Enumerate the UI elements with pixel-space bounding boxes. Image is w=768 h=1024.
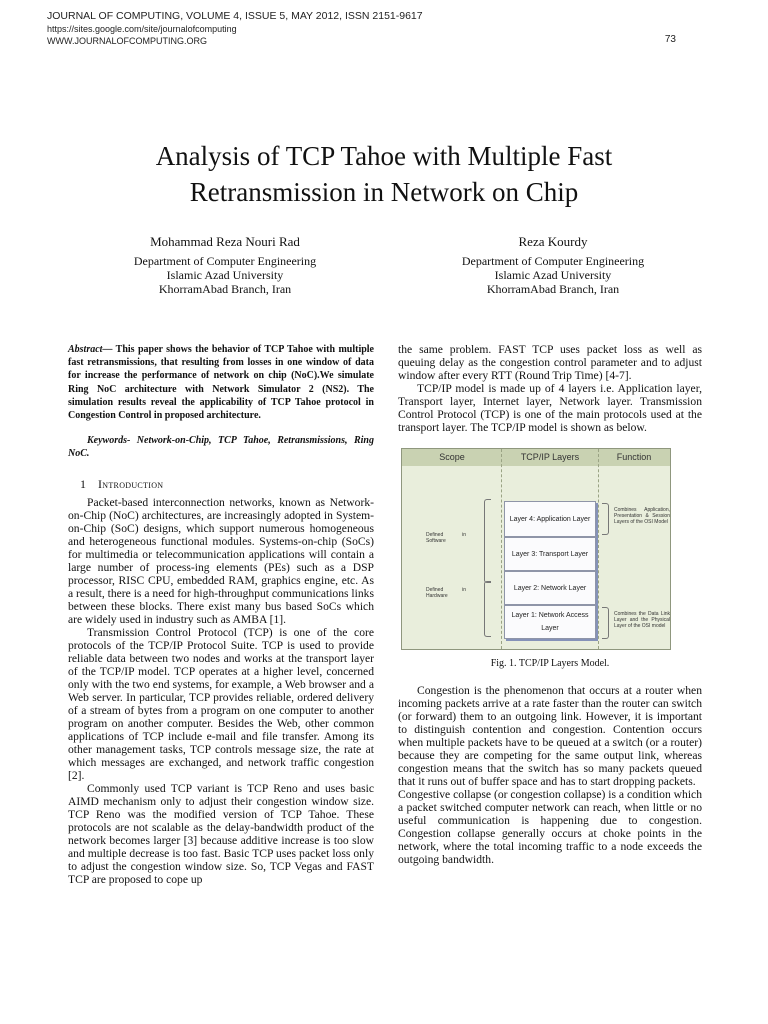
intro-paragraph-1: Packet-based interconnection networks, known as Network-on-Chip (NoC) architectures, are increasingly adopted in System-on-Chip (SoC) designs, which support numerous homogeneous and heterogeneous functional modules. Systems-on-chip (SoCs) for multimedia or telecommunication applications will contain a large number of process-ing elements (PEs) such as a DSP processor, RISC CPU, embedded RAM, graphics engine, etc. As a result, there is a need for high-throughput communications links between these blocks. There exist many bus based SoCs which are widely used in industry such as AMBA [1]. bbox=[68, 495, 374, 626]
author-block-1 bbox=[75, 235, 375, 296]
function-label-lower: Combines the Data Link Layer and the Physical Layer of the OSI model bbox=[614, 611, 670, 629]
right-paragraph-3: Congestion is the phenomenon that occurs at a router when incoming packets arrive at a rate faster than the router can switch (or forward) them to an outgoing link. However, it is important to distinguish contention and congestion. Contention occurs when multiple packets have to be queued at a switch (or a router) because they are competing for the same output link, whereas congestion means that the switch has so many packets queued that it runs out of buffer space and has to start dropping packets. bbox=[398, 684, 702, 788]
right-paragraph-4: Congestive collapse (or congestion collapse) is a condition which a packet switched computer network can reach, when little or no useful communication is happening due to congestion. Congestion collapse generally occurs at choke points in the network, where the total incoming traffic to a node exceeds the outgoing bandwidth. bbox=[398, 788, 702, 866]
author-dept: Department of Computer Engineering bbox=[133, 254, 317, 268]
tcpip-layers-figure bbox=[401, 448, 671, 650]
figure-divider bbox=[598, 449, 599, 649]
running-header bbox=[47, 10, 423, 48]
intro-paragraph-2: Transmission Control Protocol (TCP) is one of the core protocols of the TCP/IP Protocol Suite. TCP is used to provide reliable data between two nodes and works at the transport layer of the TCP/IP model. TCP operates at a higher level, concerned only with the two end systems, for example, a Web browser and a Web server. In particular, TCP provides reliable, ordered delivery of a stream of bytes from a program on one computer to another program on another computer. Besides the Web, other common applications of TCP include e-mail and file transfer. Among its other management tasks, TCP controls message size, the rate at which messages are exchanged, and network traffic congestion [2]. bbox=[68, 625, 374, 782]
section-heading bbox=[80, 478, 374, 491]
intro-paragraph-3: Commonly used TCP variant is TCP Reno and uses basic AIMD mechanism only to adjust their congestion window size. TCP Reno was the modified version of TCP Tahoe. These protocols are not scalable as the delay-bandwidth product of the network becomes larger [3] because additive increase is too slow and multiple decrease is too fast. Basic TCP uses packet loss only to adjust the congestion window size. So, TCP Vegas and FAST TCP are proposed to cope up bbox=[68, 781, 374, 886]
figure-header-function: Function bbox=[616, 452, 652, 462]
scope-label-software: Defined in Software bbox=[426, 532, 466, 544]
scope-brace-software bbox=[484, 499, 491, 583]
journal-website: WWW.JOURNALOFCOMPUTING.ORG bbox=[47, 36, 207, 46]
figure-caption: Fig. 1. TCP/IP Layers Model. bbox=[490, 658, 610, 669]
right-paragraph-2: TCP/IP model is made up of 4 layers i.e. Application layer, Transport layer, Internet layer, Network layer. Transmission Control Protocol (TCP) is one of the main protocols used at the transport layer. The TCP/IP model is shown as below. bbox=[398, 382, 702, 434]
author-branch: KhorramAbad Branch, Iran bbox=[158, 282, 292, 296]
abstract-lead: Abstract— bbox=[68, 344, 113, 355]
title-line-2: Retransmission in Network on Chip bbox=[189, 177, 579, 207]
page-number: 73 bbox=[664, 34, 676, 45]
author-name: Mohammad Reza Nouri Rad bbox=[150, 234, 300, 249]
function-brace-lower bbox=[602, 607, 609, 639]
layer-1-box: Layer 1: Network Access Layer bbox=[504, 605, 596, 639]
left-column bbox=[68, 343, 374, 886]
abstract-text: This paper shows the behavior of TCP Tahoe with multiple fast retransmissions, that resulting from losses in one window of data for increase the performance of network on chip (NoC).We simulate Ring NoC architecture with Network Simulator 2 (NS2). The simulation results reveal the applicability of TCP Tahoe protocol in Congestion Control in proposed architecture. bbox=[68, 344, 374, 422]
right-paragraph-1: the same problem. FAST TCP uses packet loss as well as queuing delay as the congestion control parameter and to adjust window after every RTT (Round Trip Time) [4-7]. bbox=[398, 343, 702, 382]
scope-brace-hardware bbox=[484, 581, 491, 637]
author-name: Reza Kourdy bbox=[518, 234, 588, 249]
figure-header-scope: Scope bbox=[439, 452, 465, 462]
author-block-2 bbox=[403, 235, 703, 296]
author-univ: Islamic Azad University bbox=[166, 268, 284, 282]
section-number: 1 bbox=[80, 476, 86, 491]
paper-title bbox=[0, 138, 768, 210]
layer-4-box: Layer 4: Application Layer bbox=[504, 501, 596, 537]
figure-header-layers: TCP/IP Layers bbox=[520, 452, 580, 462]
figure-divider bbox=[501, 449, 502, 649]
abstract bbox=[68, 343, 374, 422]
journal-line: JOURNAL OF COMPUTING, VOLUME 4, ISSUE 5, MAY 2012, ISSN 2151-9617 bbox=[47, 10, 423, 22]
journal-url: https://sites.google.com/site/journalofcomputing bbox=[47, 23, 237, 34]
author-dept: Department of Computer Engineering bbox=[461, 254, 645, 268]
section-title: Introduction bbox=[98, 476, 164, 491]
author-branch: KhorramAbad Branch, Iran bbox=[486, 282, 620, 296]
keywords: Keywords- Network-on-Chip, TCP Tahoe, Retransmissions, Ring NoC. bbox=[68, 435, 374, 460]
title-line-1: Analysis of TCP Tahoe with Multiple Fast bbox=[155, 141, 613, 171]
function-label-upper: Combines Application, Presentation & Session Layers of the OSI Model bbox=[614, 507, 670, 525]
right-column bbox=[398, 343, 702, 866]
layer-2-box: Layer 2: Network Layer bbox=[504, 571, 596, 605]
function-brace-upper bbox=[602, 503, 609, 535]
layer-3-box: Layer 3: Transport Layer bbox=[504, 537, 596, 571]
scope-label-hardware: Defined in Hardware bbox=[426, 587, 466, 599]
author-univ: Islamic Azad University bbox=[494, 268, 612, 282]
